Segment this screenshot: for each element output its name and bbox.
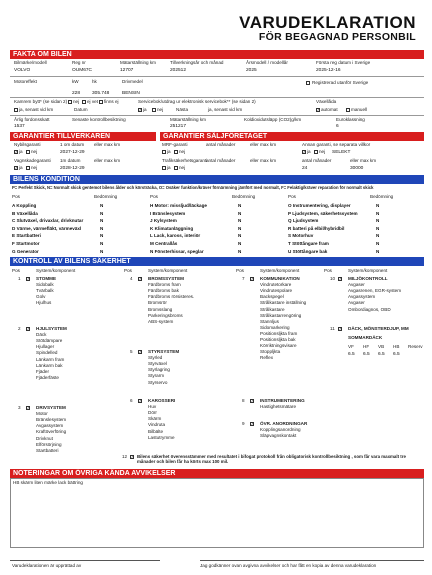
title-line-2: FÖR BEGAGNAD PERSONBIL <box>258 31 416 43</box>
kontroll-item: Styrlagring <box>148 367 170 373</box>
nybil-datum-label: 1 om datum <box>60 142 85 147</box>
motoreffekt-label: Motoreffekt <box>14 79 37 84</box>
trafik-antal-label: antal månader <box>206 158 236 163</box>
kontroll-group-checkbox[interactable] <box>250 399 254 403</box>
kontroll-head-system: System/komponent <box>148 268 188 273</box>
footer-left: Varudeklarationen är upprättad av <box>12 563 82 568</box>
kontroll-group-checkbox[interactable] <box>26 406 30 410</box>
tire-head: VF <box>348 344 354 349</box>
vaxellada-manuell-checkbox[interactable] <box>346 108 350 112</box>
kontroll-item: Ombordiagnos, OBD <box>348 306 391 312</box>
kontroll-item: Fjäderfäste <box>36 374 59 380</box>
kontroll-item: Stoppljkta <box>260 349 281 355</box>
kontroll-group-title: ÖVR. ANORDNINGAR <box>260 421 308 426</box>
tire-head: VB <box>378 344 385 349</box>
mrf-nej-checkbox[interactable] <box>174 150 178 154</box>
kamrem-ejvet-checkbox[interactable] <box>82 100 86 104</box>
kondition-item-grade[interactable]: N <box>376 210 380 216</box>
kontroll-item: Lastutrymme <box>148 434 175 440</box>
vagn-eller-label: eller max km <box>94 158 121 163</box>
kontroll-item: Strålkastare inställning <box>260 300 307 306</box>
kontroll-item: Tvärbalk <box>36 288 54 294</box>
title-line-1: VARUDEKLARATION <box>239 13 416 32</box>
kontroll-group-checkbox[interactable] <box>250 422 254 426</box>
drivmedel-value: BENSIN <box>122 91 140 96</box>
signature-line-left <box>10 560 160 561</box>
kontroll-item: Golv <box>36 294 46 300</box>
kondition-item-label: T Stöttångare fram <box>288 241 329 246</box>
fakta-label-5: Första reg datum i Sverige <box>316 60 371 65</box>
pos12-number: 12 <box>122 454 128 459</box>
kondition-item-label: J Kylsystem <box>150 218 177 224</box>
kamrem-datum-label: Datum <box>74 107 88 112</box>
kontroll-item: Hjulhus <box>36 300 52 306</box>
kondition-item-grade[interactable]: N <box>376 241 380 246</box>
annan-nej-checkbox[interactable] <box>314 150 318 154</box>
vagn-ja-checkbox[interactable] <box>14 166 18 170</box>
fakta-value-3: 202512 <box>170 68 187 73</box>
kontroll-item: Positionsljkta fram <box>260 330 298 336</box>
kondition-item-label: U Stöttångare bak <box>288 248 328 254</box>
nybil-nej-checkbox[interactable] <box>26 150 30 154</box>
kondition-item-grade[interactable]: N <box>100 225 104 231</box>
kontroll-item: Släpvagnskontakt <box>260 433 297 439</box>
kontroll-pos-number: 5 <box>130 349 133 354</box>
vagn-ja-label: ja <box>19 165 23 170</box>
kw-value: 228 <box>72 91 81 96</box>
kontroll-pos-number: 10 <box>330 276 336 281</box>
kondition-head-bedomning: Bedömning <box>232 194 256 199</box>
arlig-skatt-label: Årlig fordonsskatt <box>14 117 50 122</box>
kondition-item-label: F Startmotor <box>12 241 40 246</box>
kondition-item-label: N Fönsterhissar, speglar <box>150 248 204 254</box>
euroklass-label: Euroklassning <box>336 117 365 122</box>
kondition-head-pos: Pos <box>288 194 296 199</box>
kontroll-item: Kraftöverföring <box>36 429 67 435</box>
nybil-eller-label: eller max km <box>94 142 121 147</box>
kondition-item-grade[interactable]: N <box>100 233 104 239</box>
tire-head: HF <box>363 344 370 349</box>
kondition-item-label: D Värme, värmefläkt, värmeväxl <box>12 225 82 231</box>
fakta-value-1: OUM67C <box>72 68 92 73</box>
noteringar-box[interactable] <box>10 478 424 548</box>
servicebok-nasta-label: Nästa <box>176 107 189 112</box>
besiktning-matar-value: 251217 <box>170 124 187 129</box>
kondition-item-grade[interactable]: N <box>100 241 104 246</box>
kontroll-item: Startbatteri <box>36 447 59 453</box>
fakta-label-2: Mätarställning km <box>120 60 156 65</box>
kondition-item-grade[interactable]: N <box>100 218 104 224</box>
kontroll-group-title: SOMMARDÄCK <box>348 335 383 340</box>
kontroll-group-checkbox[interactable] <box>138 399 142 403</box>
kontroll-head-system: System/komponent <box>348 268 388 273</box>
kondition-item-grade[interactable]: N <box>376 203 380 208</box>
kontroll-pos-number: 3 <box>18 405 21 410</box>
fakta-value-4: 2025 <box>246 68 257 73</box>
kontroll-item: Stötdämpare <box>36 338 63 344</box>
trafik-ja-checkbox[interactable] <box>162 166 166 170</box>
kontroll-group-checkbox[interactable] <box>338 277 342 281</box>
annan-eller-label: eller max km <box>350 158 377 163</box>
kontroll-item: Vindrutetorkare <box>260 282 292 288</box>
kontroll-item: Drivknut <box>36 435 53 441</box>
kontroll-pos-number: 2 <box>18 326 21 331</box>
kontroll-item: Styrarm <box>148 373 165 379</box>
kontroll-item: Backspegel <box>260 294 284 300</box>
nybil-label: Nybilsgaranti <box>14 142 41 147</box>
kontroll-group-checkbox[interactable] <box>338 327 342 331</box>
servicebok-label: Servicebok/utdrag ur elektronisk servicebok** (se sidan 2) <box>138 99 256 104</box>
kw-label: kW <box>72 79 79 84</box>
vaxellada-automat-checkbox[interactable] <box>316 108 320 112</box>
kontroll-head-pos: Pos <box>324 268 332 273</box>
kontroll-item: Avgasrenen, EGR-system <box>348 288 402 294</box>
kontroll-group-title: KOMMUNIKATION <box>260 276 300 281</box>
kamrem-nej-label: nej <box>73 99 80 104</box>
kondition-head-pos: Pos <box>150 194 158 199</box>
kontroll-item: Huv <box>148 404 157 410</box>
kontroll-item: Kopplingsanordning <box>260 427 301 433</box>
mrf-eller-label: eller max km <box>250 142 277 147</box>
section-header-noteringar: NOTERINGAR OM ÖVRIGA KÄNDA AVVIKELSER <box>10 469 424 478</box>
kondition-item-grade[interactable]: N <box>100 203 104 208</box>
kondition-head-pos: Pos <box>12 194 20 199</box>
euroklass-value: 6 <box>336 124 339 129</box>
kondition-item-grade[interactable]: N <box>238 203 242 208</box>
kontroll-item: Avgaser <box>348 300 365 306</box>
kontroll-item: Färdbroms bak <box>148 288 179 294</box>
kontroll-item: Avgaser <box>348 282 365 288</box>
vagn-datum-label: 1m datum <box>60 158 81 163</box>
hk-label: hk <box>92 79 97 84</box>
kontroll-group-title: KAROSSERI <box>148 398 176 403</box>
kontroll-pos-number: 11 <box>330 326 335 331</box>
fakta-label-1: Reg nr <box>72 60 86 65</box>
fakta-label-0: Bilmärke/modell <box>14 60 47 65</box>
fakta-value-2: 12707 <box>120 68 134 73</box>
besiktning-matar-label: Mätarställning km <box>170 117 206 122</box>
kontroll-item: Sidobalk <box>36 282 54 288</box>
kontroll-item: Dörr <box>148 410 157 416</box>
annan-antal-value: 24 <box>302 166 308 171</box>
kontroll-head-pos: Pos <box>12 268 20 273</box>
kontroll-item: Bränslesystem <box>36 417 67 423</box>
kontroll-item: Stannljus <box>260 318 279 324</box>
kamrem-ja-checkbox[interactable] <box>14 108 18 112</box>
kondition-item-label: B Växellåda <box>12 210 38 216</box>
mrf-nej-label: nej <box>179 149 186 154</box>
kontroll-head-pos: Pos <box>236 268 244 273</box>
kondition-item-grade[interactable]: N <box>238 218 242 224</box>
section-header-fakta: FAKTA OM BILEN <box>10 50 424 59</box>
fakta-value-5: 2025-12-16 <box>316 68 341 73</box>
kondition-item-grade[interactable]: N <box>238 225 242 231</box>
kontroll-item: Reflex <box>260 355 274 361</box>
kondition-item-grade[interactable]: N <box>238 233 242 239</box>
kondition-item-label: A Koppling <box>12 203 37 208</box>
tire-head: Reserv <box>408 344 423 349</box>
vagn-nej-label: nej <box>31 165 38 170</box>
kontroll-item: Parkeringsbroms <box>148 312 183 318</box>
kontroll-item: Fjäder <box>36 368 50 374</box>
kontroll-item: Sidomarkering <box>260 324 290 330</box>
servicebok-ja-label: ja <box>143 107 147 112</box>
kamrem-finnsej-checkbox[interactable] <box>99 100 103 104</box>
kontroll-item: Skärm <box>148 416 162 422</box>
kamrem-ja-label: ja, senast vid km <box>19 107 54 112</box>
registrerad-utanfor-checkbox[interactable] <box>306 81 310 85</box>
footer-right: Jag godkänner ovan avgivna avvikelser och har fått en kopia av denna varudeklaration <box>200 563 377 568</box>
kontroll-item: Elförsörjning <box>36 441 62 447</box>
section-header-garanti-verk: GARANTIER TILLVERKAREN <box>10 132 156 141</box>
fakta-value-0: VOLVO <box>14 68 31 73</box>
kondition-item-label: S Motorhuv <box>288 233 314 239</box>
kondition-item-grade[interactable]: N <box>238 210 242 216</box>
kondition-item-label: R batteri på elbil/hybridbil <box>288 225 345 231</box>
mrf-ja-label: ja <box>167 149 171 154</box>
kondition-head-bedomning: Bedömning <box>94 194 118 199</box>
annan-ja-label: ja <box>307 149 311 154</box>
arlig-skatt-value: 1537 <box>14 124 25 129</box>
pos12-text <box>137 455 421 464</box>
fakta-label-4: Årsmodell / modellår <box>246 60 288 65</box>
kondition-head-bedomning: Bedömning <box>370 194 394 199</box>
kontroll-item: Vindrutespolare <box>260 288 293 294</box>
kontroll-pos-number: 4 <box>130 276 133 281</box>
tire-value: 6.5 <box>378 352 385 357</box>
kontroll-head-system: System/komponent <box>260 268 300 273</box>
trafik-nej-label: nej <box>179 165 186 170</box>
kondition-item-grade[interactable]: N <box>100 248 104 254</box>
vagn-datum-value: 2028-12-29 <box>60 166 85 171</box>
kontroll-item: Positionsljkta bak <box>260 337 296 342</box>
servicebok-nej-checkbox[interactable] <box>152 108 156 112</box>
fakta-label-3: Tillverkningsår och månad <box>170 60 224 65</box>
kamrem-finnsej-label: finns ej <box>104 99 119 104</box>
kontroll-group-checkbox[interactable] <box>26 277 30 281</box>
kontroll-group-title: STOMME <box>36 276 57 281</box>
annan-label: Annan garanti, se separata villkor <box>302 142 371 147</box>
senaste-besiktning-label: Senaste kontrollbesiktning <box>72 117 126 122</box>
kamrem-label: Kamrem bytt* (se sidan 2) <box>14 99 68 104</box>
kondition-item-grade[interactable]: N <box>376 233 380 239</box>
kontroll-item: Bromsrör <box>148 300 167 306</box>
trafik-nej-checkbox[interactable] <box>174 166 178 170</box>
kondition-item-label: K Klimatanläggning <box>150 225 194 231</box>
nybil-datum-value: 2027-12-29 <box>60 150 85 155</box>
annan-nej-label: nej <box>319 149 326 154</box>
kamrem-nej-checkbox[interactable] <box>68 100 72 104</box>
kontroll-head-system: System/komponent <box>36 268 76 273</box>
tire-head: HB <box>393 344 400 349</box>
kontroll-item: Hjullager <box>36 344 55 350</box>
kontroll-group-title: BROMSSYSTEM <box>148 276 184 281</box>
kontroll-pos-number: 8 <box>242 398 245 403</box>
kondition-item-label: O Instrumentering, displayer <box>288 203 351 208</box>
divider <box>10 115 424 116</box>
trafik-eller-label: eller max km <box>250 158 277 163</box>
kondition-item-label: L Lack, kaross, interiör <box>150 233 201 239</box>
mrf-ja-checkbox[interactable] <box>162 150 166 154</box>
vaxellada-automat-label: automat <box>321 107 338 112</box>
kontroll-item: Styrväxel <box>148 361 167 367</box>
kontroll-pos-number: 7 <box>242 276 245 281</box>
mrf-label: MRF-garanti <box>162 142 188 147</box>
divider <box>10 76 424 77</box>
nybil-ja-label: ja <box>19 149 23 154</box>
kondition-item-grade[interactable]: N <box>238 241 242 246</box>
kontroll-item: ABS-system <box>148 318 174 324</box>
annan-antal-label: antal månader <box>302 158 332 163</box>
kontroll-item: Färdbroms rörsisteres. <box>148 294 195 300</box>
kontroll-group-title: DÄCK, MÖNSTERDJUP, MM <box>348 326 409 331</box>
kontroll-pos-number: 9 <box>242 421 245 426</box>
kondition-item-grade[interactable]: N <box>376 248 380 254</box>
kontroll-group-title: STYRSYSTEM <box>148 349 180 354</box>
kontroll-head-pos: Pos <box>124 268 132 273</box>
kontroll-item: Motor <box>36 411 48 417</box>
signature-line-right <box>200 560 424 561</box>
noteringar-text: HB skärm liten märke lack bättring <box>13 480 83 485</box>
kontroll-item: Bilbälte <box>148 428 164 434</box>
trafik-ja-label: ja <box>167 165 171 170</box>
kontroll-item: Bromsslang <box>148 306 173 312</box>
kontroll-item: Strålkastarrengöring <box>260 312 302 318</box>
kontroll-item: Avgassystem <box>348 294 376 300</box>
kontroll-item: Körriktningsvisare <box>260 343 297 349</box>
kondition-item-label: E Startbatteri <box>12 233 41 239</box>
kontroll-group-title: DRIVSYSTEM <box>36 405 66 410</box>
vaxellada-manuell-label: manuell <box>351 107 368 112</box>
pos12-checkbox[interactable] <box>130 455 134 459</box>
kontroll-pos-number: 1 <box>18 276 21 281</box>
kontroll-group-checkbox[interactable] <box>250 277 254 281</box>
co2-label: Koldioxidutsläpp (CO2)g/km <box>244 117 302 122</box>
divider <box>10 97 424 98</box>
kontroll-item: Vindruta <box>148 422 166 428</box>
kondition-item-label: I Bränslesystem <box>150 210 186 216</box>
kontroll-group-title: MILJÖKONTROLL <box>348 276 388 281</box>
kondition-item-grade[interactable]: N <box>238 248 242 254</box>
kontroll-item: Styrled <box>148 355 163 361</box>
kondition-item-label: M Centrallås <box>150 241 178 246</box>
drivmedel-label: Drivmedel <box>122 79 143 84</box>
vaxellada-label: Växellåda <box>316 99 337 104</box>
kondition-item-label: G Generator <box>12 248 39 254</box>
annan-eller-value: 30000 <box>350 166 364 171</box>
tire-value: 6.5 <box>363 352 370 357</box>
mrf-antal-label: antal månader <box>206 142 236 147</box>
section-header-kondition: BILENS KONDITION <box>10 175 424 184</box>
servicebok-ja-checkbox[interactable] <box>138 108 142 112</box>
kondition-item-label: P Ljudsystem, säkerhetssystem <box>288 210 358 216</box>
kontroll-group-checkbox[interactable] <box>138 350 142 354</box>
nybil-nej-label: nej <box>31 149 38 154</box>
pos12-strong-text: Bilens säkerhet överensstämmer med resultatet i bifogat protokoll från obligatorisk kontrollbesiktning , som får vara maxmalt tre månader och bilen får ha körts max 100 mil. <box>137 454 406 464</box>
kontroll-pos-number: 6 <box>130 398 133 403</box>
kondition-item-grade[interactable]: N <box>376 225 380 231</box>
kontroll-group-title: HJULSYSTEM <box>36 326 67 331</box>
annan-ja-checkbox[interactable] <box>302 150 306 154</box>
nybil-ja-checkbox[interactable] <box>14 150 18 154</box>
kontroll-item: Länkarm fram <box>36 356 65 362</box>
vagn-label: Vagnskadegaranti <box>14 158 51 163</box>
servicebok-senast-label: ja, senast vid km <box>208 107 243 112</box>
section-header-kontroll: KONTROLL AV BILENS SÄKERHET <box>10 257 424 266</box>
kondition-item-grade[interactable]: N <box>376 218 380 224</box>
kondition-item-label: C Slutväxel, drivaxlar, drivknutar <box>12 218 84 224</box>
section-header-garanti-salj: GARANTIER SÄLJFÖRETAGET <box>160 132 424 141</box>
kontroll-item: Styrservo <box>148 379 168 385</box>
hk-value: 305.748 <box>92 91 110 96</box>
kondition-item-label: H Motor: missljud/läckage <box>150 203 207 208</box>
kontroll-item: Länkarm bak <box>36 362 63 368</box>
vagn-nej-checkbox[interactable] <box>26 166 30 170</box>
kamrem-ejvet-label: ej vet <box>87 99 98 104</box>
kontroll-item: Hastighetsmätare <box>260 404 297 410</box>
kontroll-group-checkbox[interactable] <box>138 277 142 281</box>
kontroll-group-checkbox[interactable] <box>26 327 30 331</box>
kontroll-item: Strålkastare <box>260 306 285 312</box>
kontroll-item: Avgassystem <box>36 423 64 429</box>
kontroll-group-title: INSTRUMENTERING <box>260 398 305 403</box>
kondition-legend: P= Perfekt Skick, N= Normalt skick gentemot bilens ålder och körsträcka, O= Osäker funktion/kräver förnärmning jämfört med normalt, F= Felaktig/kräver reparation för normalt skick <box>12 185 374 190</box>
tire-value: 6.5 <box>348 352 355 357</box>
kontroll-item: Spindelled <box>36 350 58 356</box>
trafik-label: Trafiksäkerhetsgaranti <box>162 158 208 163</box>
tire-value: 6.5 <box>393 352 400 357</box>
annan-value: SELEKT <box>332 150 351 155</box>
kontroll-item: Däck <box>36 332 47 338</box>
kondition-item-label: Q Ljudsystem <box>288 218 319 224</box>
kondition-item-grade[interactable]: N <box>100 210 104 216</box>
kontroll-item: Färdbroms fram <box>148 282 181 288</box>
document-title <box>239 14 416 43</box>
registrerad-utanfor-label: Registrerad utanför Sverige <box>312 80 369 85</box>
servicebok-nej-label: nej <box>157 107 164 112</box>
